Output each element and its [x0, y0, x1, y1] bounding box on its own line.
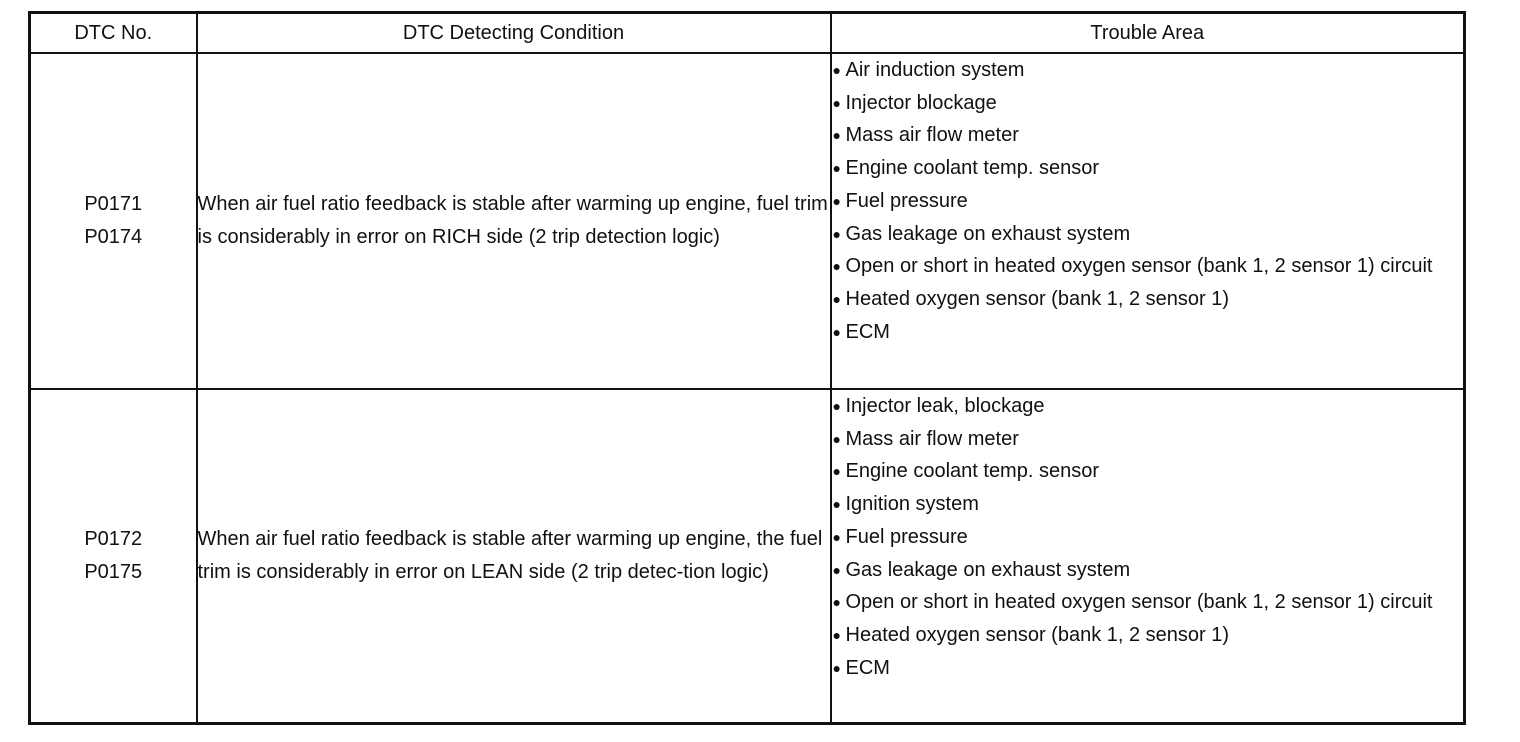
bullet-icon: ● [832, 225, 841, 242]
bullet-icon: ● [832, 626, 841, 643]
list-item-text: Open or short in heated oxygen sensor (bank 1, 2 sensor 1) circuit [845, 255, 1433, 278]
bullet-icon: ● [832, 127, 841, 144]
list-item-text: Mass air flow meter [845, 124, 1019, 147]
list-item [832, 619, 1464, 652]
list-item-text: Fuel pressure [845, 525, 968, 548]
list-item-text: Ignition system [845, 493, 979, 516]
dtc-table [28, 11, 1466, 725]
dtc-code-cell [30, 389, 197, 723]
condition-cell: When air fuel ratio feedback is stable after warming up engine, fuel trim is considerably in error on RICH side (2 trip detection logic) [197, 53, 831, 389]
list-item-text: ECM [845, 320, 890, 343]
bullet-icon: ● [832, 62, 841, 78]
list-item-text: Heated oxygen sensor (bank 1, 2 sensor 1) [845, 287, 1230, 310]
header-trouble-area: Trouble Area [831, 13, 1465, 54]
bullet-icon: ● [832, 94, 841, 111]
bullet-icon: ● [832, 561, 841, 578]
table-row [30, 53, 1465, 389]
bullet-icon: ● [832, 290, 841, 307]
list-item [832, 250, 1464, 283]
list-item [832, 87, 1464, 120]
dtc-code: P0174 [84, 226, 143, 248]
bullet-icon: ● [832, 323, 841, 340]
list-item [832, 119, 1464, 152]
list-item [832, 316, 1464, 349]
dtc-code: P0172 [84, 527, 143, 550]
list-item-text: Injector blockage [845, 91, 997, 114]
list-item [832, 218, 1464, 251]
dtc-code: P0175 [84, 560, 143, 583]
list-item-text: Mass air flow meter [845, 427, 1019, 450]
bullet-icon: ● [832, 430, 841, 447]
list-item [832, 521, 1464, 554]
list-item-text: Engine coolant temp. sensor [845, 460, 1099, 483]
list-item [832, 54, 1464, 87]
list-item-text: Air induction system [845, 59, 1025, 81]
trouble-area-list [832, 54, 1464, 348]
list-item-text: Gas leakage on exhaust system [845, 222, 1131, 245]
bullet-icon: ● [832, 659, 841, 676]
dtc-code: P0171 [84, 193, 143, 215]
list-item [832, 185, 1464, 218]
list-item [832, 554, 1464, 587]
trouble-area-cell [831, 389, 1465, 723]
header-row [30, 13, 1465, 54]
list-item-text: Engine coolant temp. sensor [845, 157, 1099, 180]
list-item-text: Heated oxygen sensor (bank 1, 2 sensor 1) [845, 623, 1230, 646]
header-condition: DTC Detecting Condition [197, 13, 831, 54]
bullet-icon: ● [832, 398, 841, 414]
list-item [832, 488, 1464, 521]
trouble-area-list [832, 390, 1464, 684]
table-row [30, 389, 1465, 723]
list-item [832, 152, 1464, 185]
list-item-text: Open or short in heated oxygen sensor (bank 1, 2 sensor 1) circuit [845, 591, 1433, 614]
bullet-icon: ● [832, 594, 841, 611]
trouble-area-cell [831, 53, 1465, 389]
list-item [832, 455, 1464, 488]
dtc-code-cell [30, 53, 197, 389]
bullet-icon: ● [832, 528, 841, 545]
condition-cell: When air fuel ratio feedback is stable after warming up engine, the fuel trim is considerably in error on LEAN side (2 trip detec-tion logic) [197, 389, 831, 723]
header-dtc-no: DTC No. [30, 13, 197, 54]
list-item-text: Injector leak, blockage [845, 395, 1045, 417]
bullet-icon: ● [832, 258, 841, 275]
list-item-text: Gas leakage on exhaust system [845, 558, 1131, 581]
bullet-icon: ● [832, 160, 841, 177]
list-item-text: Fuel pressure [845, 189, 968, 212]
list-item-text: ECM [845, 656, 890, 679]
bullet-icon: ● [832, 192, 841, 209]
list-item [832, 652, 1464, 685]
list-item [832, 283, 1464, 316]
bullet-icon: ● [832, 463, 841, 480]
bullet-icon: ● [832, 496, 841, 513]
list-item [832, 586, 1464, 619]
list-item [832, 390, 1464, 423]
list-item [832, 423, 1464, 456]
